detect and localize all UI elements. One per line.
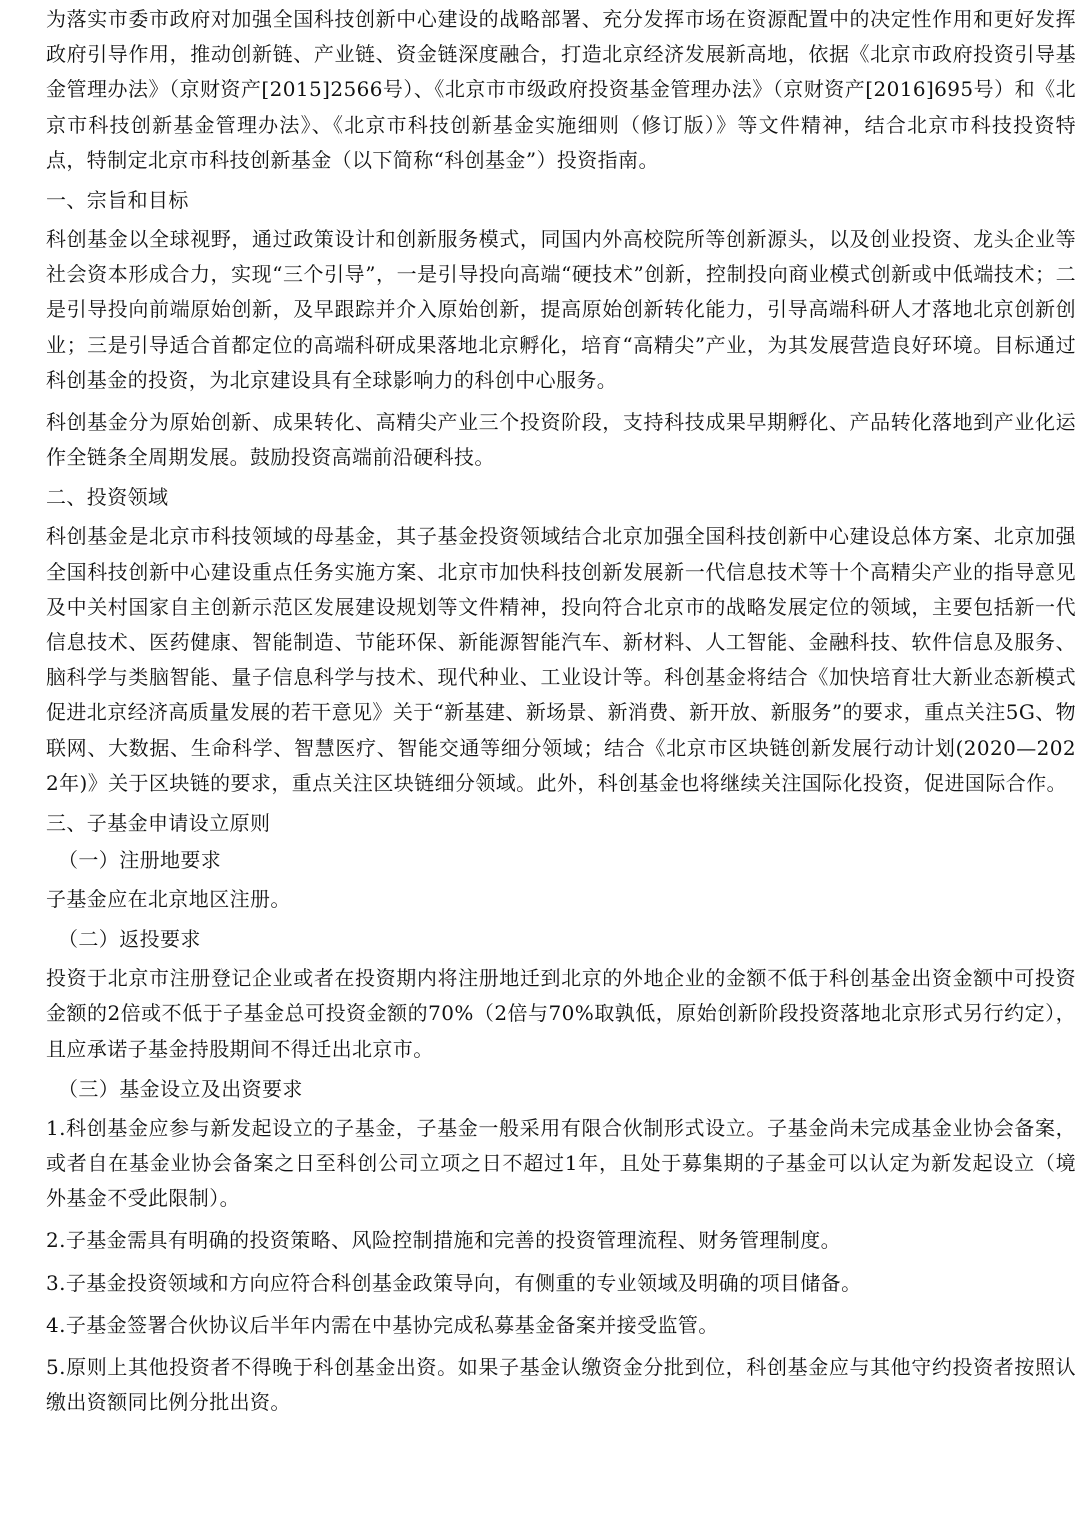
section-1-heading: 一、宗旨和目标 [46,188,189,213]
subsection-3-item-4: 4.子基金签署合伙协议后半年内需在中基协完成私募基金备案并接受监管。 [46,1312,719,1337]
subsection-3-item-5: 5.原则上其他投资者不得晚于科创基金出资。如果子基金认缴资金分批到位，科创基金应与其他守约投资者按照认缴出资额同比例分批出资。 [46,1355,1076,1415]
intro-paragraph: 为落实市委市政府对加强全国科技创新中心建设的战略部署、充分发挥市场在资源配置中的决定性作用和更好发挥政府引导作用，推动创新链、产业链、资金链深度融合，打造北京经济发展新高地，依据《北京市政府投资引导基金管理办法》（京财资产[2015]2566号）、《北京市市级政府投资基金管理办法》（京财资产[2016]695号）和《北京市科技创新基金管理办法》、《北京市科技创新基金实施细则（修订版）》等文件精神，结合北京市科技投资特点，特制定北京市科技创新基金（以下简称“科创基金”）投资指南。 [46,7,1076,172]
subsection-1-heading: （一）注册地要求 [58,848,222,873]
subsection-2-heading: （二）返投要求 [58,927,201,952]
subsection-2-paragraph: 投资于北京市注册登记企业或者在投资期内将注册地迁到北京的外地企业的金额不低于科创基金出资金额中可投资金额的2倍或不低于子基金总可投资金额的70%（2倍与70%取孰低，原始创新阶段投资落地北京形式另行约定），且应承诺子基金持股期间不得迁出北京市。 [46,966,1076,1061]
section-1-paragraph-1: 科创基金以全球视野，通过政策设计和创新服务模式，同国内外高校院所等创新源头，以及创业投资、龙头企业等社会资本形成合力，实现“三个引导”，一是引导投向高端“硬技术”创新，控制投向商业模式创新或中低端技术；二是引导投向前端原始创新，及早跟踪并介入原始创新，提高原始创新转化能力，引导高端科研人才落地北京创新创业；三是引导适合首都定位的高端科研成果落地北京孵化，培育“高精尖”产业，为其发展营造良好环境。目标通过科创基金的投资，为北京建设具有全球影响力的科创中心服务。 [46,227,1076,392]
subsection-3-heading: （三）基金设立及出资要求 [58,1076,303,1101]
section-2-heading: 二、投资领域 [46,485,169,510]
subsection-3-item-1: 1.科创基金应参与新发起设立的子基金，子基金一般采用有限合伙制形式设立。子基金尚未完成基金业协会备案，或者自在基金业协会备案之日至科创公司立项之日不超过1年，且处于募集期的子基金可以认定为新发起设立（境外基金不受此限制）。 [46,1115,1076,1211]
section-2-paragraph-1: 科创基金是北京市科技领域的母基金，其子基金投资领域结合北京加强全国科技创新中心建设总体方案、北京加强全国科技创新中心建设重点任务实施方案、北京市加快科技创新发展新一代信息技术等十个高精尖产业的指导意见及中关村国家自主创新示范区发展建设规划等文件精神，投向符合北京市的战略发展定位的领域，主要包括新一代信息技术、医药健康、智能制造、节能环保、新能源智能汽车、新材料、人工智能、金融科技、软件信息及服务、脑科学与类脑智能、量子信息科学与技术、现代种业、工业设计等。科创基金将结合《加快培育壮大新业态新模式促进北京经济高质量发展的若干意见》关于“新基建、新场景、新消费、新开放、新服务”的要求，重点关注5G、物联网、大数据、生命科学、智慧医疗、智能交通等细分领域；结合《北京市区块链创新发展行动计划(2020—2022年)》关于区块链的要求，重点关注区块链细分领域。此外，科创基金也将继续关注国际化投资，促进国际合作。 [46,524,1076,795]
section-1-paragraph-2: 科创基金分为原始创新、成果转化、高精尖产业三个投资阶段，支持科技成果早期孵化、产品转化落地到产业化运作全链条全周期发展。鼓励投资高端前沿硬科技。 [46,410,1076,470]
subsection-3-item-2: 2.子基金需具有明确的投资策略、风险控制措施和完善的投资管理流程、财务管理制度。 [46,1228,842,1253]
subsection-1-paragraph: 子基金应在北京地区注册。 [46,887,291,912]
subsection-3-item-3: 3.子基金投资领域和方向应符合科创基金政策导向，有侧重的专业领域及明确的项目储备。 [46,1270,862,1295]
section-3-heading: 三、子基金申请设立原则 [46,811,271,836]
